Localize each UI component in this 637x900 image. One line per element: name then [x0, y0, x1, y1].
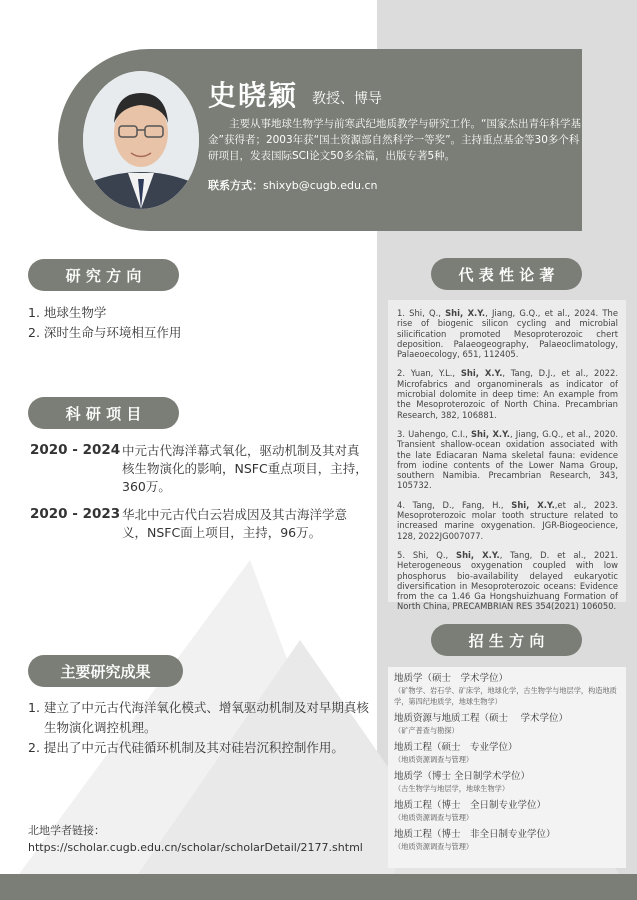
list-item: 1. 建立了中元古代海洋氧化模式、增氧驱动机制及对早期真核生物演化调控机理。 [28, 700, 369, 735]
papers-list [397, 308, 618, 621]
research-direction-list [28, 303, 181, 343]
project-date: 2020 - 2023 [30, 506, 121, 522]
section-admission-direction: 招 生 方 向 [431, 624, 582, 656]
section-research-direction: 研 究 方 向 [28, 259, 179, 291]
scholar-link-block [28, 822, 363, 856]
admission-item: 地质学（硕士 学术学位） （矿物学、岩石学、矿床学，地球化学，古生物学与地层学，构造地质学，第四纪地质学，地球生物学） [394, 673, 617, 706]
paper-item: 5. Shi, Q., Shi, X.Y., Tang, D. et al., 2021. Heterogeneous oxygenation coupled with low phosphorus bio-availability delayed eukaryotic diversification in Mesoproterozoic oceans: Evidence from the ca 1.46 Ga Hongshuizhuang Formation of North China, PRECAMBRIAN RES 354(2021) 106050. [397, 549, 618, 612]
admission-list [394, 672, 622, 857]
section-research-projects: 科 研 项 目 [28, 397, 179, 429]
profile-photo [83, 71, 199, 209]
list-item: 1. 地球生物学 [28, 305, 107, 320]
paper-item: 2. Yuan, Y.L., Shi, X.Y., Tang, D.J., et al., 2022. Microfabrics and organominerals as indicator of microbial dolomite in deep time: An example from the Mesoproterozoic of North China. Precambrian Research, 382, 106881. [397, 368, 618, 420]
admission-item: 地质学（博士 全日制学术学位） （古生物学与地层学，地球生物学） [394, 771, 531, 793]
paper-item: 4. Tang, D., Fang, H., Shi, X.Y.,et al., 2023. Mesoproterozoic molar tooth structure related to increased marine oxygenation. JGR-Biogeocience, 128, 2022JG007077. [397, 499, 618, 541]
section-representative-papers: 代 表 性 论 著 [431, 258, 582, 290]
contact-line [208, 177, 377, 193]
admission-item: 地质工程（硕士 专业学位） （地质资源调查与管理） [394, 742, 518, 764]
project-text: 华北中元古代白云岩成因及其古海洋学意义，NSFC面上项目，主持，96万。 [122, 507, 348, 540]
admission-item: 地质工程（博士 全日制专业学位） （地质资源调查与管理） [394, 800, 547, 822]
scholar-label: 北地学者链接： [28, 824, 105, 837]
profile-role: 教授、博导 [312, 91, 382, 107]
admission-item: 地质工程（博士 非全日制专业学位） （地质资源调查与管理） [394, 829, 556, 851]
project-date: 2020 - 2024 [30, 442, 121, 458]
footer-bar [0, 874, 637, 900]
contact-email: shixyb@cugb.edu.cn [263, 179, 378, 192]
paper-item: 1. Shi, Q., Shi, X.Y., Jiang, G.Q., et al., 2024. The rise of biogenic silicon cycling and microbial silicification promoted Mesoproterozoic chert deposition. Palaeogeography, Palaeoclimatology, Palaeoecology, 651, 112405. [397, 308, 618, 360]
list-item: 2. 深时生命与环境相互作用 [28, 325, 182, 340]
project-item [30, 442, 370, 492]
project-item [30, 506, 370, 546]
profile-intro: 主要从事地球生物学与前寒武纪地质教学与研究工作。“国家杰出青年科学基金”获得者；2003年获“国土资源部自然科学一等奖”。主持重点基金等30多个科研项目，发表国际SCI论文50多余篇，出版专著5种。 [208, 118, 581, 162]
profile-name: 史晓颖 [208, 79, 299, 112]
admission-item: 地质资源与地质工程（硕士 学术学位） （矿产普查与勘探） [394, 713, 569, 735]
results-list [28, 698, 373, 758]
contact-label: 联系方式： [208, 179, 263, 192]
project-text: 中元古代海洋幕式氧化，驱动机制及其对真核生物演化的影响，NSFC重点项目，主持，360万。 [122, 443, 368, 494]
list-item: 2. 提出了中元古代硅循环机制及其对硅岩沉积控制作用。 [28, 740, 344, 755]
scholar-link[interactable]: https://scholar.cugb.edu.cn/scholar/scholarDetail/2177.shtml [28, 841, 363, 854]
paper-item: 3. Uahengo, C.I., Shi, X.Y., Jiang, G.Q., et al., 2020. Transient shallow-ocean oxidation associated with the late Ediacaran Nama skeletal fauna: evidence from iodine contents of the Lower Nama Group, southern Namibia. Precambrian Research, 343, 105732. [397, 428, 618, 491]
section-main-results: 主要研究成果 [28, 655, 183, 687]
